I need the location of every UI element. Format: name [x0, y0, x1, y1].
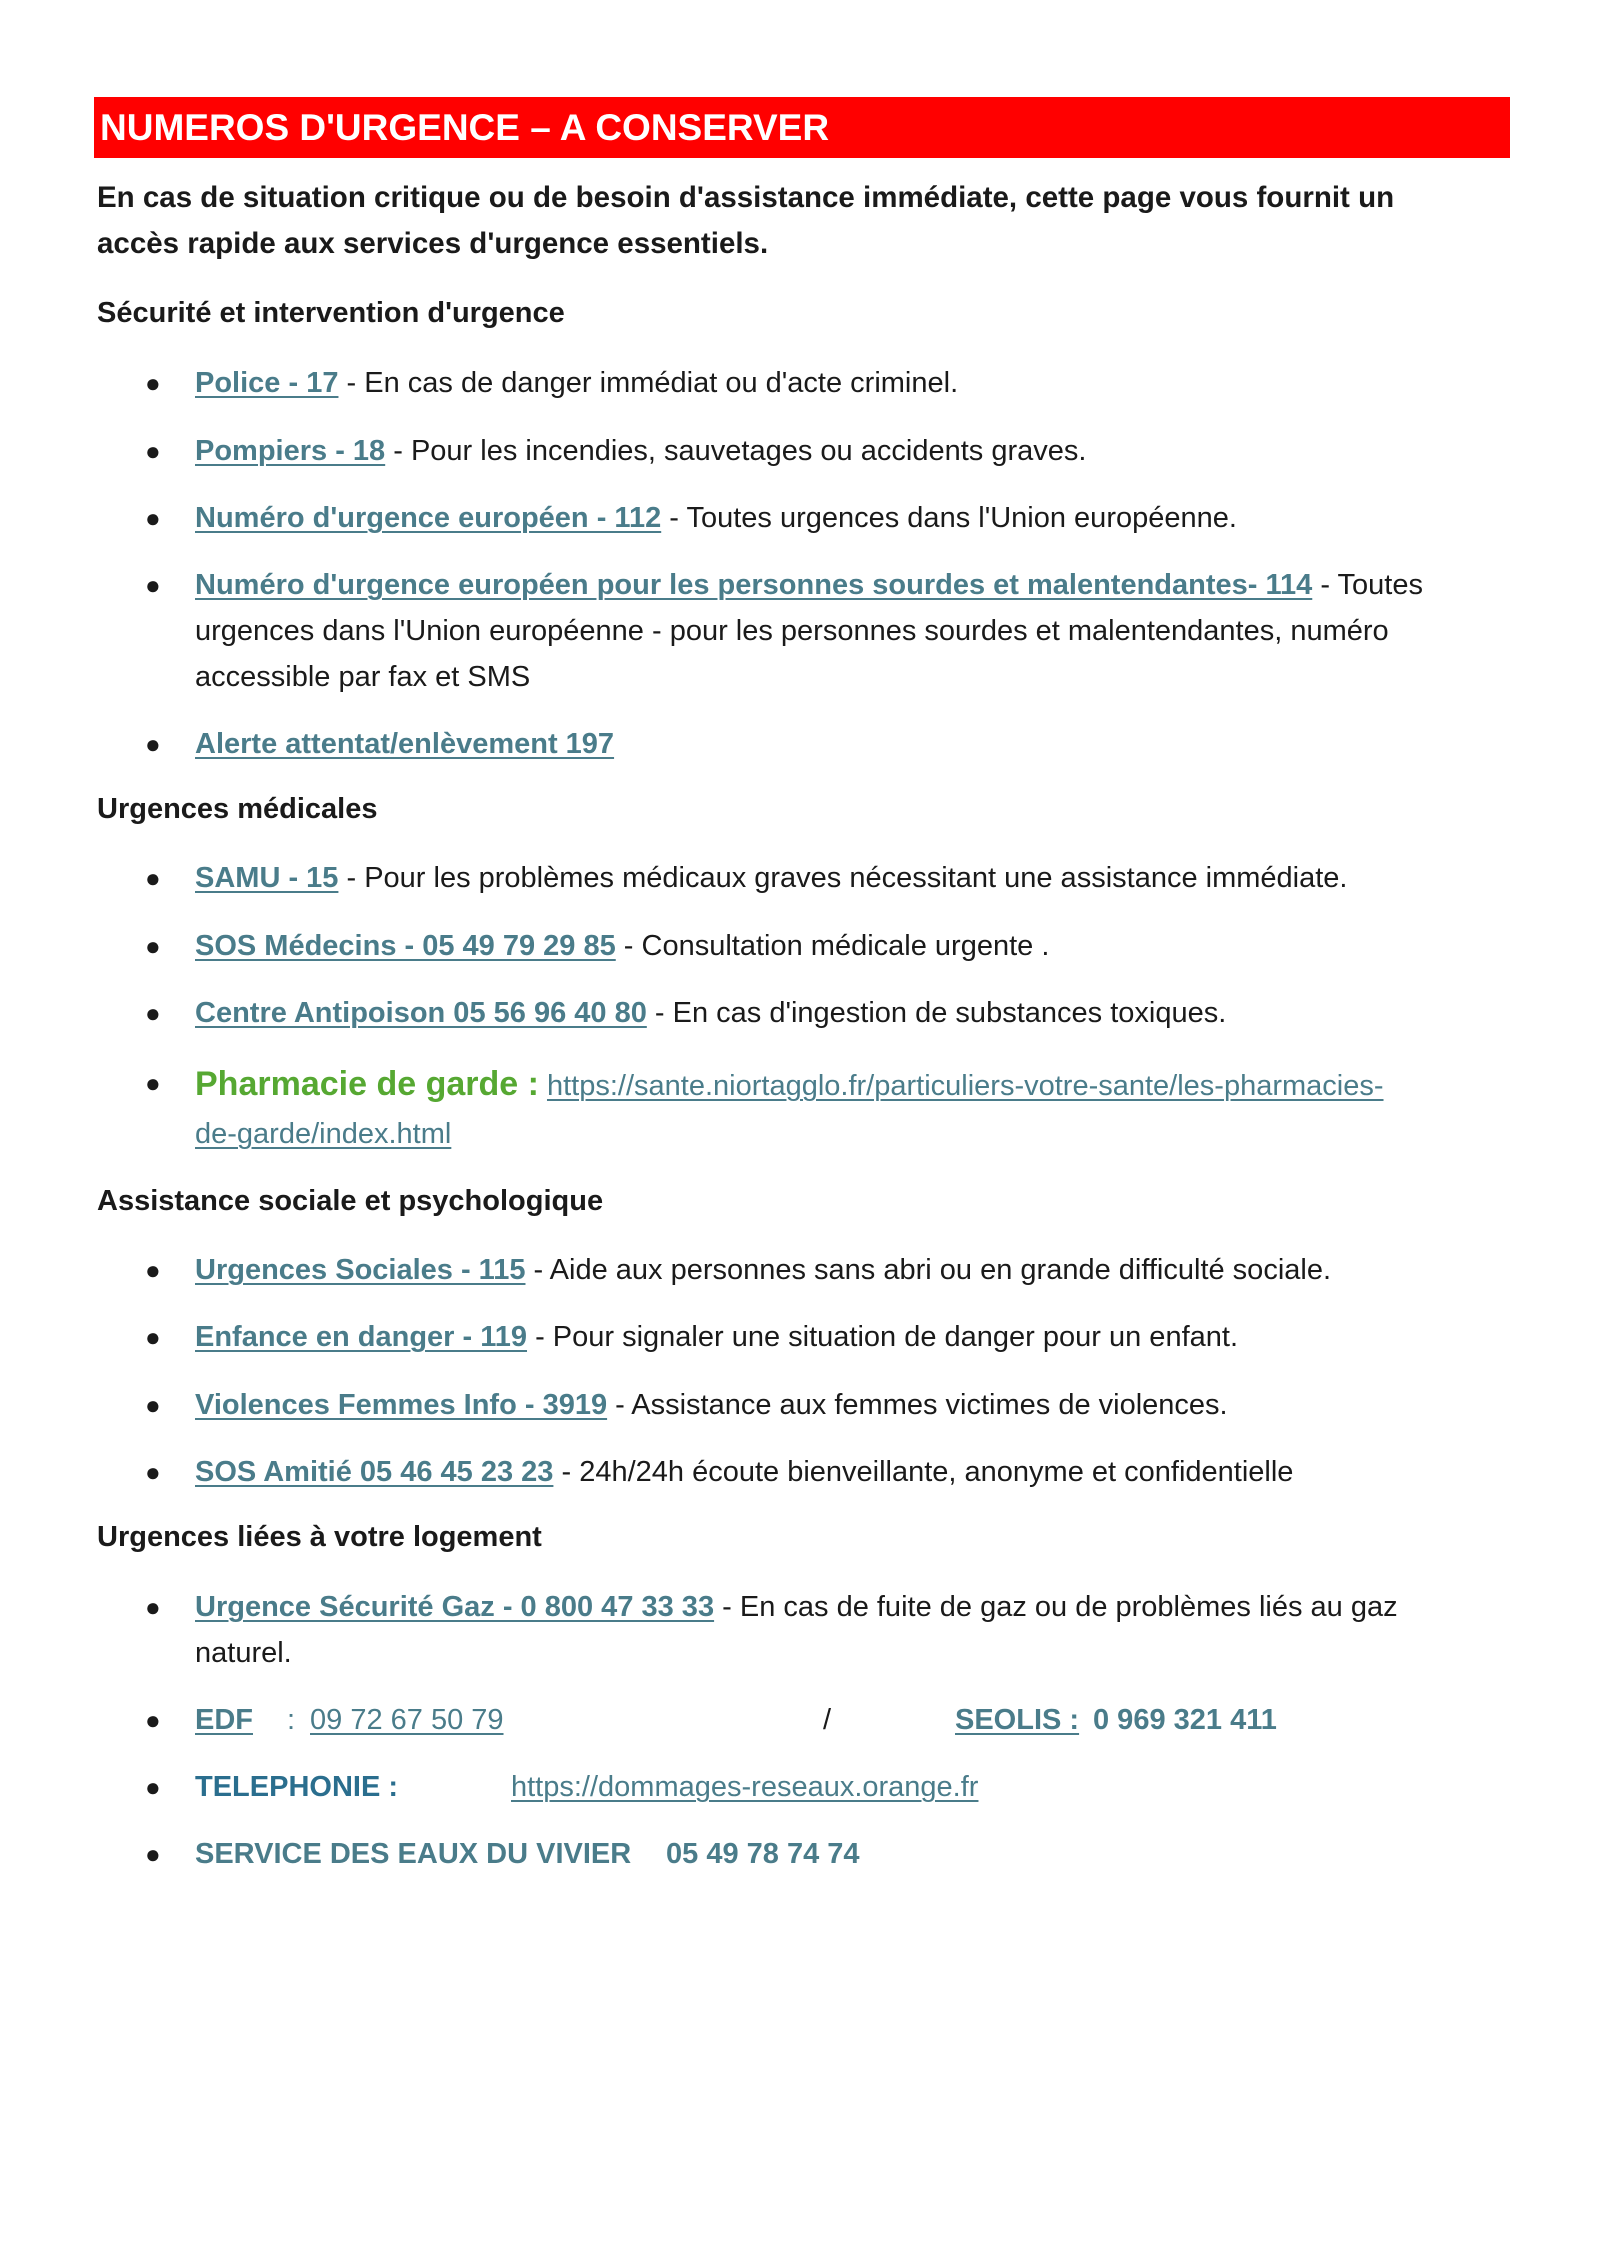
edf-number-link[interactable]: 09 72 67 50 79	[310, 1704, 504, 1736]
sos-medecins-link[interactable]: SOS Médecins - 05 49 79 29 85	[195, 930, 616, 962]
list-item-europeen	[145, 495, 1515, 541]
europeen-link[interactable]: Numéro d'urgence européen - 112	[195, 502, 662, 534]
bullet-icon: ●	[145, 1255, 161, 1285]
eaux-label: SERVICE DES EAUX DU VIVIER	[195, 1838, 632, 1870]
list-item-gaz	[145, 1584, 1515, 1676]
bullet-icon: ●	[145, 1068, 161, 1098]
europeen-description: - Toutes urgences dans l'Union européenne.	[661, 502, 1237, 534]
edf-link[interactable]: EDF	[195, 1704, 253, 1736]
pharmacie-url[interactable]: https://sante.niortagglo.fr/particuliers-votre-sante/les-pharmacies-	[546, 1070, 1384, 1102]
bullet-icon: ●	[145, 1705, 161, 1735]
eaux-number: 05 49 78 74 74	[666, 1838, 860, 1870]
bullet-icon: ●	[145, 863, 161, 893]
list-item-sos-amitie	[145, 1449, 1515, 1495]
intro-paragraph	[97, 175, 1497, 267]
samu-link[interactable]: SAMU - 15	[195, 862, 339, 894]
sos-amitie-link[interactable]: SOS Amitié 05 46 45 23 23	[195, 1456, 554, 1488]
sourds-link[interactable]: Numéro d'urgence européen pour les personnes sourdes et malentendantes- 114	[195, 569, 1313, 601]
pharmacie-url-continued[interactable]: de-garde/index.html	[195, 1118, 452, 1150]
police-link[interactable]: Police - 17	[195, 367, 339, 399]
attentat-link[interactable]: Alerte attentat/enlèvement 197	[195, 728, 615, 760]
samu-description: - Pour les problèmes médicaux graves nécessitant une assistance immédiate.	[338, 862, 1348, 894]
gaz-link[interactable]: Urgence Sécurité Gaz - 0 800 47 33 33	[195, 1591, 715, 1623]
bullet-icon: ●	[145, 570, 161, 600]
list-item-pharmacie	[145, 1060, 1515, 1158]
urgences-sociales-link[interactable]: Urgences Sociales - 115	[195, 1254, 526, 1286]
telephonie-url[interactable]: https://dommages-reseaux.orange.fr	[511, 1771, 979, 1803]
seolis-number: 0 969 321 411	[1093, 1704, 1277, 1736]
list-item-edf-seolis	[145, 1697, 1515, 1743]
list-item-police	[145, 360, 1515, 406]
sourds-description-line: accessible par fax et SMS	[195, 661, 531, 693]
gaz-description-line: naturel.	[195, 1637, 292, 1669]
antipoison-description: - En cas d'ingestion de substances toxiques.	[646, 997, 1227, 1029]
list-item-telephonie	[145, 1764, 1515, 1810]
police-description: - En cas de danger immédiat ou d'acte criminel.	[338, 367, 959, 399]
antipoison-link[interactable]: Centre Antipoison 05 56 96 40 80	[195, 997, 647, 1029]
edf-colon: :	[287, 1704, 296, 1736]
list-item-violences	[145, 1382, 1515, 1428]
bullet-icon: ●	[145, 729, 161, 759]
intro-line: En cas de situation critique ou de besoin d'assistance immédiate, cette page vous fournit un	[97, 181, 1395, 214]
section-heading-securite: Sécurité et intervention d'urgence	[97, 297, 565, 329]
sos-amitie-description: - 24h/24h écoute bienveillante, anonyme et confidentielle	[553, 1456, 1294, 1488]
section-heading-medicales: Urgences médicales	[97, 793, 378, 825]
bullet-icon: ●	[145, 368, 161, 398]
page-title: NUMEROS D'URGENCE – A CONSERVER	[94, 97, 1510, 158]
bullet-icon: ●	[145, 1772, 161, 1802]
list-item-samu	[145, 855, 1515, 901]
separator-slash: /	[823, 1704, 832, 1736]
list-item-antipoison	[145, 990, 1515, 1036]
enfance-link[interactable]: Enfance en danger - 119	[195, 1321, 528, 1353]
pompiers-description: - Pour les incendies, sauvetages ou accidents graves.	[385, 435, 1087, 467]
list-item-eaux	[145, 1831, 1515, 1877]
bullet-icon: ●	[145, 1457, 161, 1487]
sourds-description-line: urgences dans l'Union européenne - pour les personnes sourdes et malentendantes, numéro	[195, 615, 1389, 647]
bullet-icon: ●	[145, 1839, 161, 1869]
list-item-enfance	[145, 1314, 1515, 1360]
list-item-sourds	[145, 562, 1515, 700]
bullet-icon: ●	[145, 1390, 161, 1420]
list-item-sos-medecins	[145, 923, 1515, 969]
bullet-icon: ●	[145, 503, 161, 533]
pompiers-link[interactable]: Pompiers - 18	[195, 435, 386, 467]
bullet-icon: ●	[145, 998, 161, 1028]
sos-medecins-description: - Consultation médicale urgente .	[615, 930, 1050, 962]
urgences-sociales-description: - Aide aux personnes sans abri ou en grande difficulté sociale.	[525, 1254, 1332, 1286]
violences-link[interactable]: Violences Femmes Info - 3919	[195, 1389, 608, 1421]
enfance-description: - Pour signaler une situation de danger pour un enfant.	[527, 1321, 1238, 1353]
violences-description: - Assistance aux femmes victimes de violences.	[607, 1389, 1228, 1421]
gaz-description: - En cas de fuite de gaz ou de problèmes liés au gaz	[714, 1591, 1398, 1623]
seolis-link[interactable]: SEOLIS :	[955, 1704, 1080, 1736]
sourds-description: - Toutes	[1312, 569, 1423, 601]
list-item-urgences-sociales	[145, 1247, 1515, 1293]
telephonie-label: TELEPHONIE :	[195, 1771, 399, 1803]
bullet-icon: ●	[145, 931, 161, 961]
section-heading-logement: Urgences liées à votre logement	[97, 1521, 542, 1553]
list-item-pompiers	[145, 428, 1515, 474]
section-heading-sociale: Assistance sociale et psychologique	[97, 1185, 604, 1217]
pharmacie-label: Pharmacie de garde :	[195, 1065, 539, 1103]
intro-line: accès rapide aux services d'urgence essentiels.	[97, 227, 769, 260]
list-item-attentat	[145, 721, 1515, 767]
bullet-icon: ●	[145, 1322, 161, 1352]
bullet-icon: ●	[145, 436, 161, 466]
bullet-icon: ●	[145, 1592, 161, 1622]
